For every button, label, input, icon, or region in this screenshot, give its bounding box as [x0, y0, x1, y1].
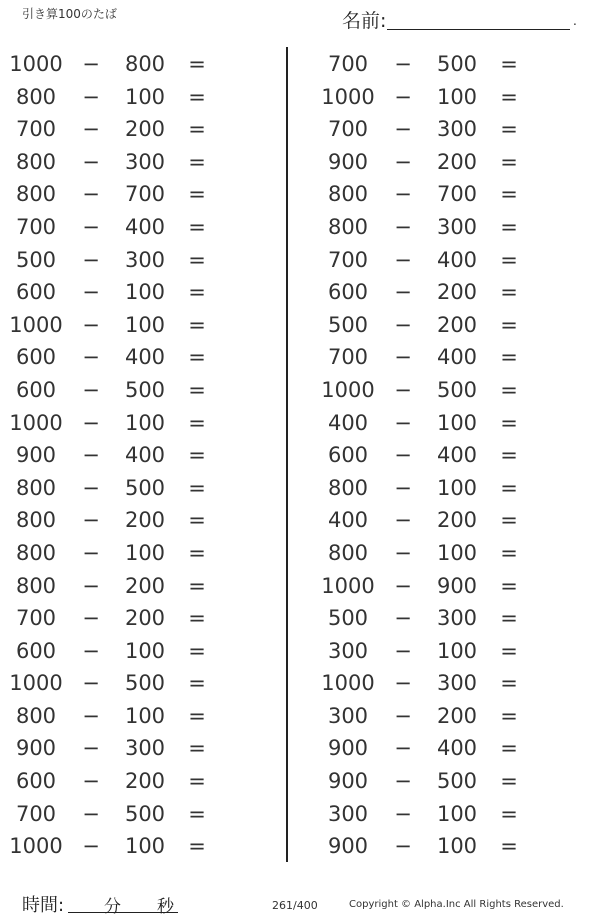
- problem-row: [8, 764, 268, 797]
- minus-sign: −: [394, 573, 412, 598]
- equals-sign: =: [500, 410, 518, 435]
- equals-sign: =: [188, 312, 206, 337]
- minus-sign: −: [82, 703, 100, 728]
- minus-sign: −: [394, 182, 412, 207]
- equals-sign: =: [188, 52, 206, 76]
- problem-row: [8, 210, 268, 243]
- subtrahend: 500: [436, 377, 478, 402]
- equals-sign: =: [500, 443, 518, 468]
- problem-row: [8, 666, 268, 699]
- minuend: 1000: [9, 410, 63, 435]
- subtrahend: 500: [124, 475, 166, 500]
- subtrahend: 100: [436, 834, 478, 859]
- minus-sign: −: [82, 117, 100, 142]
- minus-sign: −: [394, 475, 412, 500]
- problem-column-right: [320, 47, 580, 862]
- equals-sign: =: [500, 573, 518, 598]
- problem-row: [8, 112, 268, 145]
- minuend: 700: [15, 606, 57, 631]
- subtrahend: 500: [436, 769, 478, 794]
- minuend: 900: [327, 736, 369, 761]
- minus-sign: −: [82, 214, 100, 239]
- equals-sign: =: [188, 443, 206, 468]
- subtrahend: 700: [436, 182, 478, 207]
- page-number: 261/400: [272, 899, 318, 912]
- minus-sign: −: [82, 638, 100, 663]
- equals-sign: =: [188, 834, 206, 859]
- minuend: 1000: [9, 52, 63, 76]
- minuend: 800: [15, 182, 57, 207]
- equals-sign: =: [188, 377, 206, 402]
- problem-row: [320, 471, 580, 504]
- minus-sign: −: [82, 345, 100, 370]
- minuend: 300: [327, 703, 369, 728]
- equals-sign: =: [500, 377, 518, 402]
- subtrahend: 200: [124, 573, 166, 598]
- minus-sign: −: [394, 312, 412, 337]
- subtrahend: 300: [436, 606, 478, 631]
- problem-row: [320, 275, 580, 308]
- problem-row: [8, 536, 268, 569]
- equals-sign: =: [500, 834, 518, 859]
- minuend: 600: [15, 377, 57, 402]
- minuend: 700: [327, 345, 369, 370]
- minus-sign: −: [82, 410, 100, 435]
- subtrahend: 400: [436, 736, 478, 761]
- minuend: 900: [327, 769, 369, 794]
- minus-sign: −: [82, 443, 100, 468]
- minuend: 700: [327, 247, 369, 272]
- problem-row: [320, 731, 580, 764]
- problem-row: [8, 471, 268, 504]
- minuend: 900: [15, 736, 57, 761]
- minus-sign: −: [82, 280, 100, 305]
- problem-row: [320, 569, 580, 602]
- minus-sign: −: [394, 52, 412, 76]
- problem-row: [8, 80, 268, 113]
- time-label: 時間:: [22, 895, 65, 916]
- minus-sign: −: [394, 638, 412, 663]
- equals-sign: =: [500, 247, 518, 272]
- equals-sign: =: [188, 117, 206, 142]
- problem-row: [320, 829, 580, 862]
- equals-sign: =: [188, 410, 206, 435]
- subtrahend: 100: [124, 540, 166, 565]
- minus-sign: −: [394, 508, 412, 533]
- problem-row: [8, 634, 268, 667]
- equals-sign: =: [500, 508, 518, 533]
- minuend: 800: [15, 540, 57, 565]
- minus-sign: −: [82, 573, 100, 598]
- minus-sign: −: [82, 671, 100, 696]
- minus-sign: −: [82, 247, 100, 272]
- subtrahend: 400: [124, 214, 166, 239]
- problem-row: [320, 243, 580, 276]
- problem-row: [320, 536, 580, 569]
- problem-row: [320, 438, 580, 471]
- problem-row: [320, 503, 580, 536]
- problem-row: [8, 406, 268, 439]
- problem-row: [320, 601, 580, 634]
- minuend: 700: [15, 214, 57, 239]
- problem-row: [320, 47, 580, 80]
- subtrahend: 200: [436, 149, 478, 174]
- problem-row: [8, 177, 268, 210]
- subtrahend: 300: [436, 117, 478, 142]
- equals-sign: =: [188, 573, 206, 598]
- subtrahend: 400: [436, 345, 478, 370]
- worksheet-title: 引き算100のたば: [22, 7, 117, 21]
- subtrahend: 800: [124, 52, 166, 76]
- minuend: 700: [15, 801, 57, 826]
- minus-sign: −: [394, 84, 412, 109]
- minus-sign: −: [82, 84, 100, 109]
- problem-row: [8, 47, 268, 80]
- equals-sign: =: [188, 671, 206, 696]
- problem-row: [8, 308, 268, 341]
- equals-sign: =: [500, 475, 518, 500]
- minus-sign: −: [394, 801, 412, 826]
- minuend: 800: [15, 475, 57, 500]
- equals-sign: =: [500, 52, 518, 76]
- minus-sign: −: [82, 769, 100, 794]
- subtrahend: 100: [124, 312, 166, 337]
- subtrahend: 700: [124, 182, 166, 207]
- subtrahend: 900: [436, 573, 478, 598]
- equals-sign: =: [188, 540, 206, 565]
- name-field: [342, 6, 582, 32]
- problem-row: [8, 699, 268, 732]
- minuend: 1000: [321, 377, 375, 402]
- name-label: 名前:: [342, 10, 387, 32]
- minus-sign: −: [82, 475, 100, 500]
- subtrahend: 100: [124, 280, 166, 305]
- minuend: 1000: [321, 671, 375, 696]
- minus-sign: −: [394, 606, 412, 631]
- minuend: 700: [327, 52, 369, 76]
- equals-sign: =: [500, 801, 518, 826]
- problem-row: [320, 373, 580, 406]
- minuend: 800: [327, 475, 369, 500]
- equals-sign: =: [500, 638, 518, 663]
- minus-sign: −: [394, 345, 412, 370]
- minuend: 1000: [321, 573, 375, 598]
- equals-sign: =: [500, 769, 518, 794]
- minutes-label: 分: [104, 897, 121, 917]
- subtrahend: 400: [124, 345, 166, 370]
- minus-sign: −: [394, 280, 412, 305]
- equals-sign: =: [500, 214, 518, 239]
- minuend: 800: [15, 703, 57, 728]
- minus-sign: −: [82, 149, 100, 174]
- minus-sign: −: [82, 834, 100, 859]
- minuend: 600: [327, 443, 369, 468]
- equals-sign: =: [500, 703, 518, 728]
- equals-sign: =: [500, 117, 518, 142]
- name-underline: [387, 29, 570, 30]
- minuend: 800: [15, 508, 57, 533]
- subtrahend: 200: [124, 508, 166, 533]
- minuend: 900: [327, 834, 369, 859]
- subtrahend: 200: [436, 703, 478, 728]
- minus-sign: −: [394, 377, 412, 402]
- minus-sign: −: [82, 182, 100, 207]
- subtrahend: 300: [124, 149, 166, 174]
- minus-sign: −: [394, 703, 412, 728]
- minuend: 500: [327, 606, 369, 631]
- equals-sign: =: [188, 508, 206, 533]
- minuend: 600: [15, 280, 57, 305]
- subtrahend: 300: [124, 247, 166, 272]
- equals-sign: =: [188, 475, 206, 500]
- problem-column-left: [8, 47, 268, 862]
- subtrahend: 100: [124, 834, 166, 859]
- subtrahend: 300: [124, 736, 166, 761]
- subtrahend: 100: [124, 703, 166, 728]
- subtrahend: 400: [436, 247, 478, 272]
- problem-row: [320, 210, 580, 243]
- subtrahend: 100: [124, 638, 166, 663]
- equals-sign: =: [188, 214, 206, 239]
- equals-sign: =: [500, 671, 518, 696]
- equals-sign: =: [500, 345, 518, 370]
- equals-sign: =: [500, 84, 518, 109]
- equals-sign: =: [500, 280, 518, 305]
- subtrahend: 200: [436, 280, 478, 305]
- minuend: 1000: [9, 671, 63, 696]
- subtrahend: 100: [436, 410, 478, 435]
- minuend: 400: [327, 508, 369, 533]
- minus-sign: −: [82, 508, 100, 533]
- equals-sign: =: [188, 703, 206, 728]
- subtrahend: 500: [124, 671, 166, 696]
- minuend: 300: [327, 801, 369, 826]
- subtrahend: 200: [436, 508, 478, 533]
- problem-row: [8, 601, 268, 634]
- subtrahend: 200: [436, 312, 478, 337]
- minuend: 500: [15, 247, 57, 272]
- equals-sign: =: [500, 736, 518, 761]
- minus-sign: −: [394, 247, 412, 272]
- minuend: 600: [327, 280, 369, 305]
- subtrahend: 100: [436, 475, 478, 500]
- minuend: 500: [327, 312, 369, 337]
- seconds-label: 秒: [157, 897, 174, 917]
- equals-sign: =: [188, 769, 206, 794]
- problem-row: [320, 406, 580, 439]
- problem-row: [8, 731, 268, 764]
- problem-row: [8, 797, 268, 830]
- subtrahend: 500: [124, 377, 166, 402]
- problem-row: [320, 764, 580, 797]
- subtrahend: 300: [436, 671, 478, 696]
- equals-sign: =: [188, 638, 206, 663]
- equals-sign: =: [188, 736, 206, 761]
- equals-sign: =: [188, 182, 206, 207]
- subtrahend: 100: [436, 84, 478, 109]
- problem-row: [320, 797, 580, 830]
- minuend: 600: [15, 638, 57, 663]
- problem-row: [320, 145, 580, 178]
- equals-sign: =: [188, 280, 206, 305]
- minuend: 800: [327, 540, 369, 565]
- minuend: 800: [15, 84, 57, 109]
- problem-row: [320, 666, 580, 699]
- minuend: 1000: [321, 84, 375, 109]
- equals-sign: =: [500, 540, 518, 565]
- subtrahend: 200: [124, 606, 166, 631]
- minus-sign: −: [394, 149, 412, 174]
- problem-row: [320, 112, 580, 145]
- name-end-mark: .: [573, 14, 577, 28]
- problem-row: [8, 340, 268, 373]
- copyright-notice: Copyright © Alpha.Inc All Rights Reserved.: [349, 899, 564, 910]
- minuend: 700: [15, 117, 57, 142]
- minuend: 900: [15, 443, 57, 468]
- problem-row: [8, 503, 268, 536]
- minus-sign: −: [394, 540, 412, 565]
- problem-row: [320, 340, 580, 373]
- equals-sign: =: [188, 345, 206, 370]
- problem-row: [8, 829, 268, 862]
- equals-sign: =: [500, 149, 518, 174]
- minus-sign: −: [394, 736, 412, 761]
- problem-row: [8, 275, 268, 308]
- minus-sign: −: [82, 52, 100, 76]
- equals-sign: =: [188, 84, 206, 109]
- minus-sign: −: [82, 377, 100, 402]
- minus-sign: −: [82, 312, 100, 337]
- minuend: 800: [327, 214, 369, 239]
- subtrahend: 100: [124, 84, 166, 109]
- subtrahend: 100: [436, 540, 478, 565]
- minus-sign: −: [394, 834, 412, 859]
- equals-sign: =: [500, 606, 518, 631]
- subtrahend: 200: [124, 769, 166, 794]
- subtrahend: 100: [124, 410, 166, 435]
- minus-sign: −: [394, 410, 412, 435]
- problem-row: [320, 177, 580, 210]
- minus-sign: −: [394, 117, 412, 142]
- subtrahend: 400: [124, 443, 166, 468]
- subtrahend: 500: [436, 52, 478, 76]
- minus-sign: −: [82, 606, 100, 631]
- minuend: 800: [15, 149, 57, 174]
- minuend: 900: [327, 149, 369, 174]
- minus-sign: −: [82, 801, 100, 826]
- equals-sign: =: [188, 149, 206, 174]
- problem-row: [8, 145, 268, 178]
- minuend: 1000: [9, 312, 63, 337]
- problem-row: [320, 699, 580, 732]
- minus-sign: −: [394, 769, 412, 794]
- equals-sign: =: [188, 247, 206, 272]
- minus-sign: −: [394, 443, 412, 468]
- subtrahend: 100: [436, 801, 478, 826]
- minus-sign: −: [394, 214, 412, 239]
- minuend: 1000: [9, 834, 63, 859]
- equals-sign: =: [188, 606, 206, 631]
- subtrahend: 500: [124, 801, 166, 826]
- problem-row: [320, 634, 580, 667]
- minuend: 600: [15, 769, 57, 794]
- equals-sign: =: [500, 312, 518, 337]
- minuend: 700: [327, 117, 369, 142]
- minuend: 800: [327, 182, 369, 207]
- problem-row: [8, 243, 268, 276]
- minus-sign: −: [82, 736, 100, 761]
- subtrahend: 400: [436, 443, 478, 468]
- subtrahend: 300: [436, 214, 478, 239]
- minuend: 300: [327, 638, 369, 663]
- minuend: 600: [15, 345, 57, 370]
- problem-row: [8, 438, 268, 471]
- subtrahend: 200: [124, 117, 166, 142]
- minus-sign: −: [394, 671, 412, 696]
- problem-row: [8, 569, 268, 602]
- equals-sign: =: [500, 182, 518, 207]
- minus-sign: −: [82, 540, 100, 565]
- minuend: 400: [327, 410, 369, 435]
- subtrahend: 100: [436, 638, 478, 663]
- problem-row: [8, 373, 268, 406]
- problem-row: [320, 80, 580, 113]
- problem-row: [320, 308, 580, 341]
- equals-sign: =: [188, 801, 206, 826]
- column-divider: [286, 47, 288, 862]
- minuend: 800: [15, 573, 57, 598]
